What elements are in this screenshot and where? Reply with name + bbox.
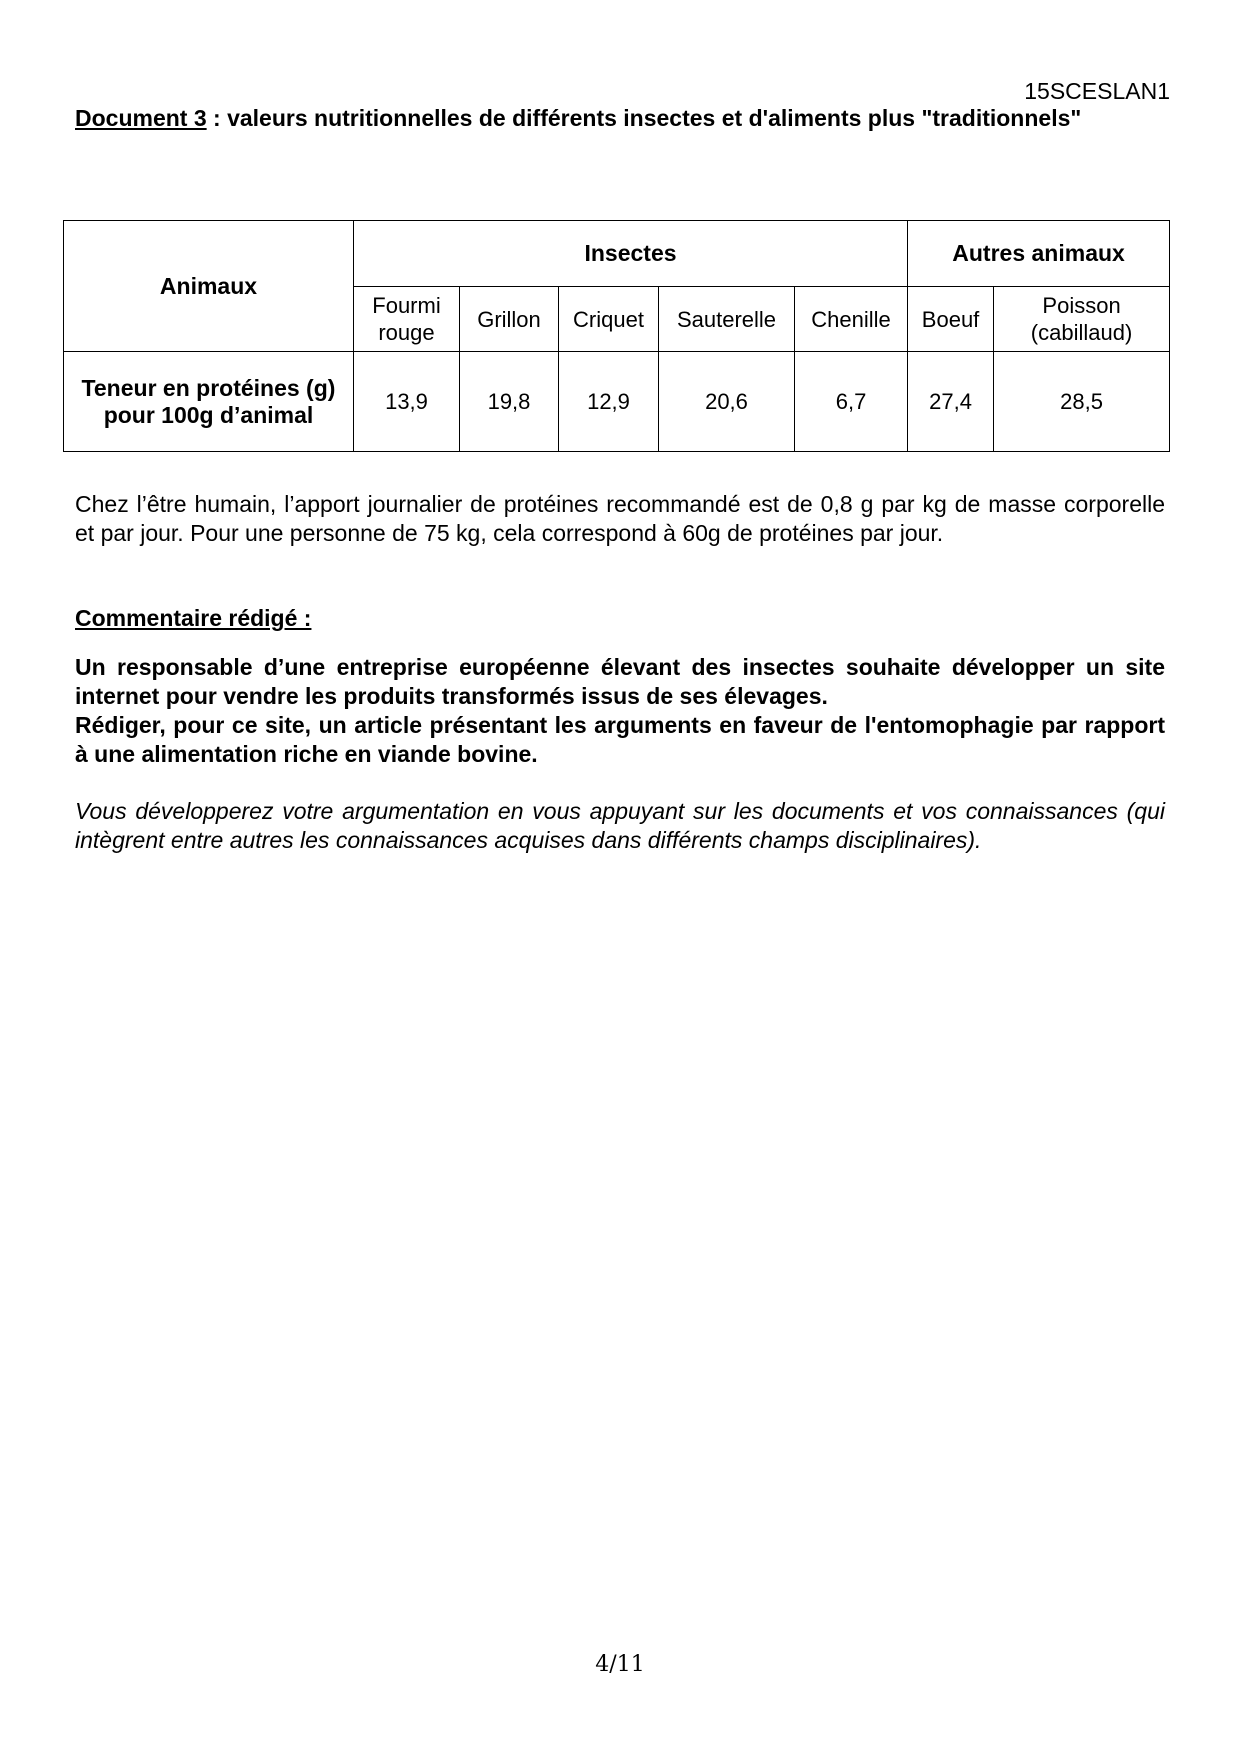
task-context: Un responsable d’une entreprise européenne élevant des insectes souhaite développer un site internet pour vendre les produits transformés issus de ses élevages. xyxy=(75,654,1165,709)
document-label: Document 3 xyxy=(75,105,207,131)
table-cell: 6,7 xyxy=(795,352,908,452)
row-label-proteines: Teneur en protéines (g) pour 100g d’animal xyxy=(64,352,354,452)
page-number: 4/11 xyxy=(595,1652,645,1677)
instruction-paragraph: Vous développerez votre argumentation en vous appuyant sur les documents et vos connaissances (qui intègrent entre autres les connaissances acquises dans différents champs disciplinaires). xyxy=(75,798,1165,853)
task-block xyxy=(75,653,1165,769)
column-header: Boeuf xyxy=(908,287,994,352)
table-cell: 20,6 xyxy=(659,352,795,452)
nutrition-table xyxy=(63,220,1170,452)
row-header-animaux: Animaux xyxy=(64,221,354,352)
document-title-text: : valeurs nutritionnelles de différents insectes et d'aliments plus "traditionnels" xyxy=(206,105,1082,131)
table-cell: 19,8 xyxy=(460,352,559,452)
column-header: Sauterelle xyxy=(659,287,795,352)
column-header: Fourmi rouge xyxy=(354,287,460,352)
group-header-insectes: Insectes xyxy=(354,221,908,287)
column-header: Grillon xyxy=(460,287,559,352)
table-cell: 27,4 xyxy=(908,352,994,452)
table-row xyxy=(64,352,1170,452)
table-cell: 13,9 xyxy=(354,352,460,452)
column-header: Poisson (cabillaud) xyxy=(994,287,1170,352)
table-cell: 28,5 xyxy=(994,352,1170,452)
column-header: Criquet xyxy=(559,287,659,352)
task-instruction: Rédiger, pour ce site, un article présentant les arguments en faveur de l'entomophagie par rapport à une alimentation riche en viande bovine. xyxy=(75,712,1165,767)
document-title xyxy=(75,104,1165,133)
group-header-autres-animaux: Autres animaux xyxy=(908,221,1170,287)
comment-title: Commentaire rédigé : xyxy=(75,605,312,631)
table-cell: 12,9 xyxy=(559,352,659,452)
page-code: 15SCESLAN1 xyxy=(1024,78,1170,104)
column-header: Chenille xyxy=(795,287,908,352)
intro-paragraph: Chez l’être humain, l’apport journalier de protéines recommandé est de 0,8 g par kg de masse corporelle et par jour. Pour une personne de 75 kg, cela correspond à 60g de protéines par jour. xyxy=(75,491,1165,546)
